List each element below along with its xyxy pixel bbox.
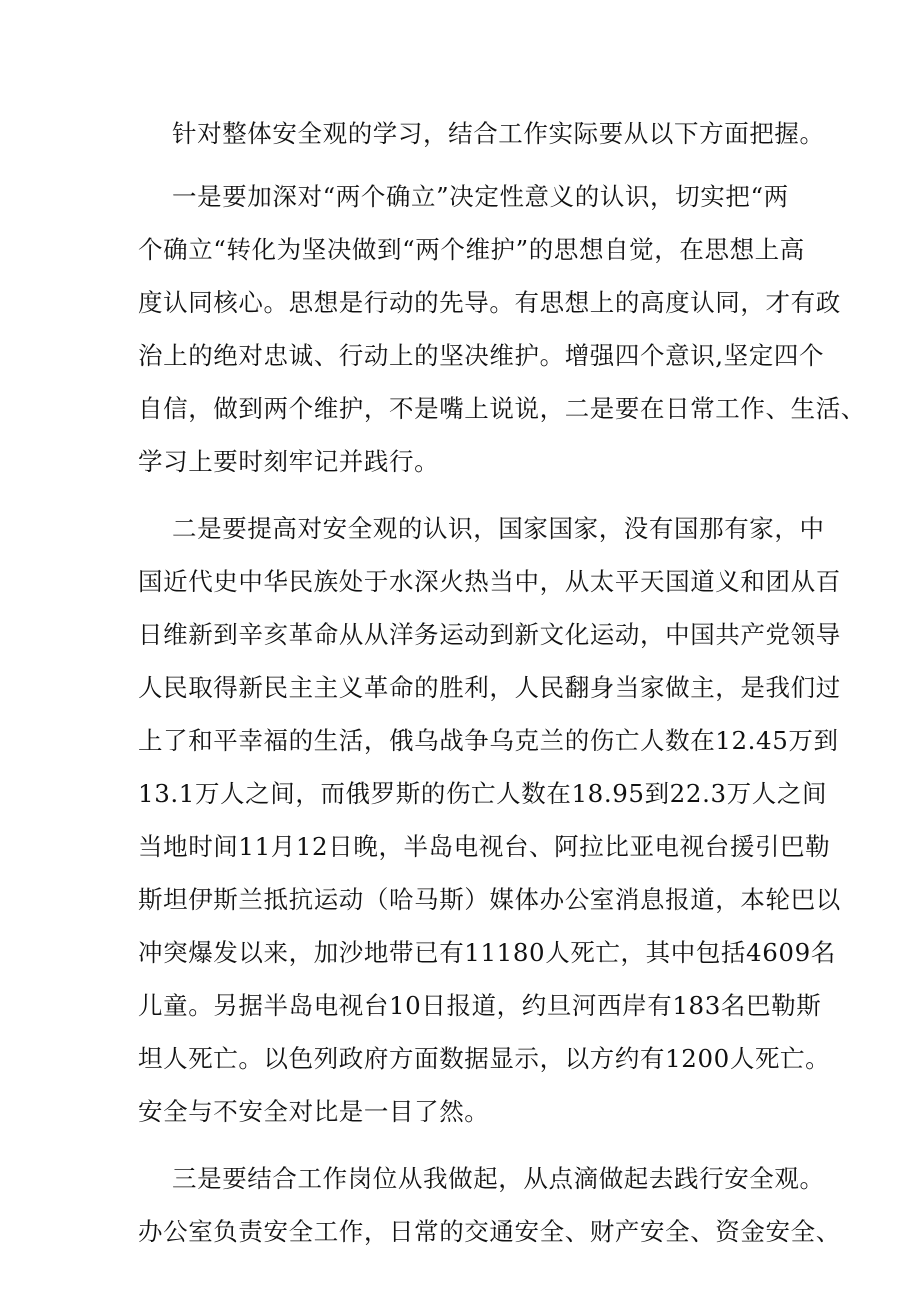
- point-three-line-1: 三是要结合工作岗位从我做起，从点滴做起去践行安全观。: [172, 1164, 825, 1193]
- point-two-line-7: 当地时间11月12日晚，半岛电视台、阿拉比亚电视台援引巴勒: [138, 832, 831, 861]
- point-two-line-5: 上了和平幸福的生活，俄乌战争乌克兰的伤亡人数在12.45万到: [138, 726, 839, 755]
- intro-line: 针对整体安全观的学习，结合工作实际要从以下方面把握。: [172, 119, 825, 148]
- point-two-line-3: 日维新到辛亥革命从从洋务运动到新文化运动，中国共产党领导: [138, 620, 841, 649]
- point-one-line-5: 自信，做到两个维护，不是嘴上说说，二是要在日常工作、生活、: [138, 394, 866, 423]
- point-two-line-2: 国近代史中华民族处于水深火热当中，从太平天国道义和团从百: [138, 567, 841, 596]
- point-two-line-11: 坦人死亡。以色列政府方面数据显示，以方约有1200人死亡。: [138, 1044, 831, 1073]
- point-one-line-2: 个确立“转化为坚决做到“两个维护”的思想自觉，在思想上高: [138, 235, 805, 264]
- point-one-line-3: 度认同核心。思想是行动的先导。有思想上的高度认同，才有政: [138, 288, 841, 317]
- point-three-line-2: 办公室负责安全工作，日常的交通安全、财产安全、资金安全、: [138, 1217, 841, 1246]
- point-two-line-12: 安全与不安全对比是一目了然。: [138, 1097, 490, 1126]
- point-one-line-1: 一是要加深对“两个确立”决定性意义的认识，切实把“两: [172, 182, 789, 211]
- point-two-line-1: 二是要提高对安全观的认识，国家国家，没有国那有家，中: [172, 514, 825, 543]
- point-one-line-4: 治上的绝对忠诚、行动上的坚决维护。增强四个意识,坚定四个: [138, 341, 825, 370]
- point-two-line-8: 斯坦伊斯兰抵抗运动（哈马斯）媒体办公室消息报道，本轮巴以: [138, 885, 841, 914]
- point-two-line-6: 13.1万人之间，而俄罗斯的伤亡人数在18.95到22.3万人之间: [138, 779, 828, 808]
- point-two-line-9: 冲突爆发以来，加沙地带已有11180人死亡，其中包括4609名: [138, 938, 836, 967]
- point-two-line-10: 儿童。另据半岛电视台10日报道，约旦河西岸有183名巴勒斯: [138, 991, 822, 1020]
- point-one-line-6: 学习上要时刻牢记并践行。: [138, 447, 440, 476]
- point-two-line-4: 人民取得新民主主义革命的胜利，人民翻身当家做主，是我们过: [138, 673, 841, 702]
